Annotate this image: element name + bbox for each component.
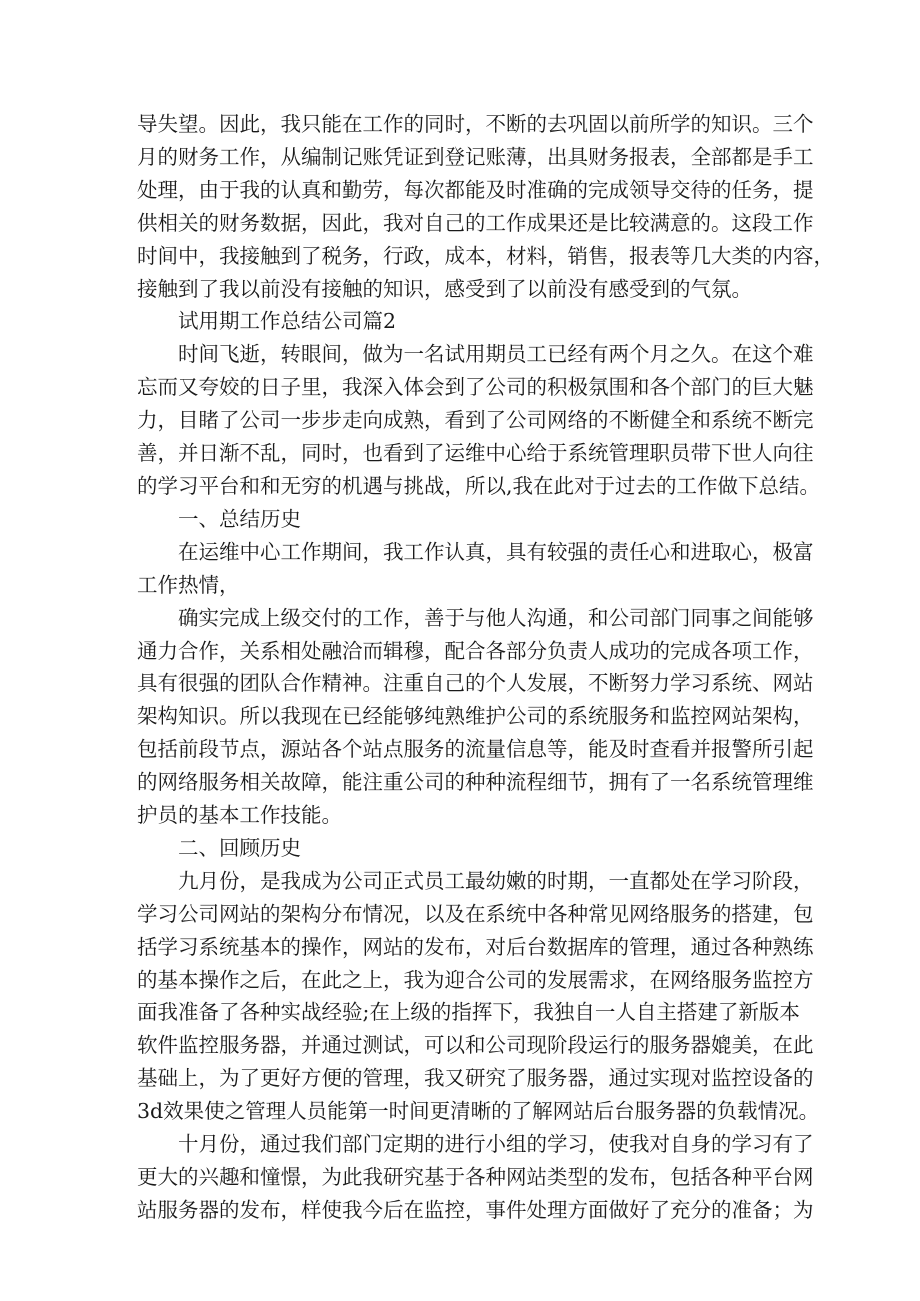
text-line: 在运维中心工作期间，我工作认真，具有较强的责任心和进取心，极富: [178, 539, 814, 564]
heading-text: 二、回顾历史: [178, 835, 301, 860]
text-line: 工作热情，: [137, 572, 240, 597]
text-line: 善，并日渐不乱，同时，也看到了运维中心给于系统管理职员带下世人向往: [137, 441, 814, 466]
text-line: 架构知识。所以我现在已经能够纯熟维护公司的系统服务和监控网站架构，: [137, 704, 814, 729]
text-line: 基础上，为了更好方便的管理，我又研究了服务器，通过实现对监控设备的: [137, 1066, 814, 1091]
section-heading-summary: [137, 503, 797, 536]
text-line: 括学习系统基本的操作，网站的发布，对后台数据库的管理，通过各种熟练: [137, 934, 814, 959]
paragraph-teamwork: [137, 602, 814, 832]
section-heading-part-2: [137, 305, 797, 338]
text-line: 处理，由于我的认真和勤劳，每次都能及时准确的完成领导交待的任务，提: [137, 177, 814, 202]
text-line: 十月份，通过我们部门定期的进行小组的学习，使我对自身的学习有了: [178, 1132, 814, 1157]
text-line: 包括前段节点，源站各个站点服务的流量信息等，能及时查看并报警所引起: [137, 737, 814, 762]
text-line: 的网络服务相关故障，能注重公司的种种流程细节，拥有了一名系统管理维: [137, 770, 814, 795]
text-line: 时间中，我接触到了税务，行政，成本，材料，销售，报表等几大类的内容，: [137, 243, 834, 268]
paragraph-september: [137, 865, 820, 1128]
text-line: 确实完成上级交付的工作，善于与他人沟通，和公司部门同事之间能够: [178, 605, 814, 630]
text-line: 月的财务工作，从编制记账凭证到登记账薄，出具财务报表，全部都是手工: [137, 144, 814, 169]
text-line: 站服务器的发布，样使我今后在监控，事件处理方面做好了充分的准备；为: [137, 1197, 814, 1222]
text-line: 的学习平台和和无穷的机遇与挑战，所以,我在此对于过去的工作做下总结。: [137, 473, 821, 498]
paragraph-october: [137, 1128, 814, 1227]
text-line: 的基本操作之后，在此之上，我为迎合公司的发展需求，在网络服务监控方: [137, 967, 814, 992]
text-line: 导失望。因此，我只能在工作的同时，不断的去巩固以前所学的知识。三个: [137, 112, 814, 136]
text-line: 通力合作，关系相处融洽而辑穆，配合各部分负责人成功的完成各项工作，: [137, 638, 814, 663]
text-line: 忘而又夸姣的日子里，我深入体会到了公司的积极氛围和各个部门的巨大魅: [137, 375, 814, 400]
paragraph-intro: [137, 338, 821, 503]
text-line: 面我准备了各种实战经验;在上级的指挥下，我独自一人自主搭建了新版本: [137, 1000, 800, 1025]
text-line: 具有很强的团队合作精神。注重自己的个人发展，不断努力学习系统、网站: [137, 671, 814, 696]
text-line: 力，目睹了公司一步步走向成熟，看到了公司网络的不断健全和系统不断完: [137, 408, 814, 433]
text-line: 软件监控服务器，并通过测试，可以和公司现阶段运行的服务器媲美，在此: [137, 1033, 814, 1058]
document-body: [137, 108, 834, 1227]
section-heading-review: [137, 832, 797, 865]
text-line: 供相关的财务数据，因此，我对自己的工作成果还是比较满意的。这段工作: [137, 210, 814, 235]
heading-text: 试用期工作总结公司篇2: [178, 309, 397, 334]
text-line: 九月份，是我成为公司正式员工最幼嫩的时期，一直都处在学习阶段，: [178, 868, 814, 893]
paragraph-work-attitude: [137, 536, 814, 602]
text-line: 3d效果使之管理人员能第一时间更清晰的了解网站后台服务器的负载情况。: [137, 1099, 820, 1124]
heading-text: 一、总结历史: [178, 506, 301, 531]
text-line: 更大的兴趣和憧憬，为此我研究基于各种网站类型的发布，包括各种平台网: [137, 1165, 814, 1189]
paragraph-1: [137, 108, 834, 305]
text-line: 时间飞逝，转眼间，做为一名试用期员工已经有两个月之久。在这个难: [178, 342, 814, 367]
text-line: 学习公司网站的架构分布情况，以及在系统中各种常见网络服务的搭建，包: [137, 901, 814, 926]
text-line: 接触到了我以前没有接触的知识，感受到了以前没有感受到的气氛。: [137, 276, 752, 301]
text-line: 护员的基本工作技能。: [137, 803, 342, 828]
